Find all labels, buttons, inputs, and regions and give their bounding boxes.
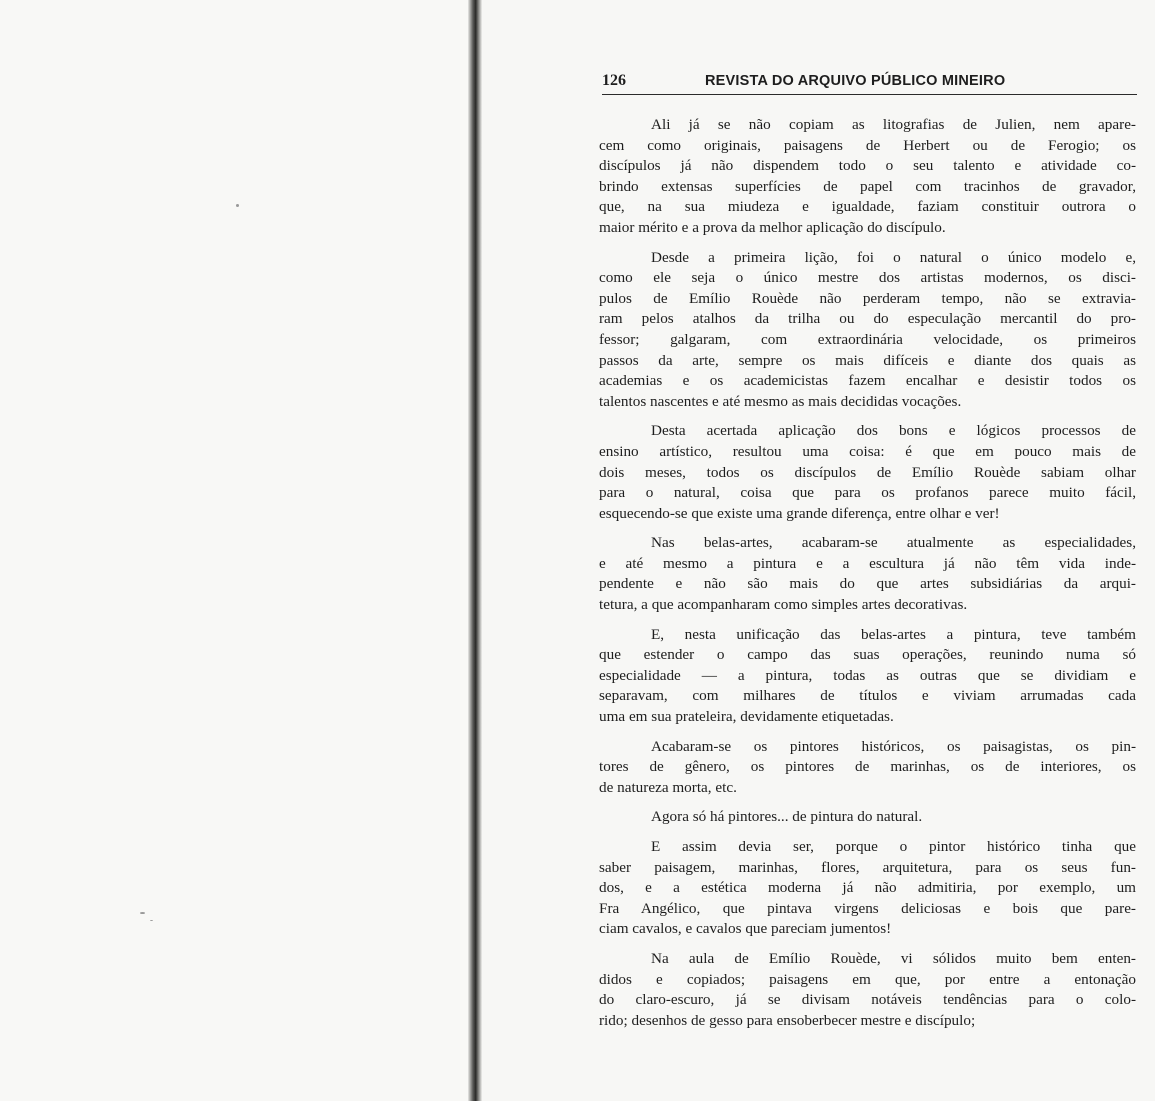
text-line: pendente e não são mais do que artes subsidiárias da arqui-	[599, 575, 1136, 593]
text-line: esquecendo-se que existe uma grande diferença, entre olhar e ver!	[599, 504, 1000, 522]
text-line: ram pelos atalhos da trilha ou do especulação mercantil do pro-	[599, 310, 1136, 328]
running-title: REVISTA DO ARQUIVO PÚBLICO MINEIRO	[705, 73, 1006, 89]
paragraph	[599, 533, 1136, 615]
text-line: pulos de Emílio Rouède não perderam tempo, não se extravia-	[599, 289, 1136, 307]
text-line: Na aula de Emílio Rouède, vi sólidos muito bem enten-	[651, 949, 1136, 967]
text-line: cem como originais, paisagens de Herbert ou de Ferogio; os	[599, 136, 1136, 154]
text-line: Nas belas-artes, acabaram-se atualmente as especialidades,	[651, 534, 1136, 552]
text-line: que estender o campo das suas operações, reunindo numa só	[599, 646, 1136, 664]
text-line: tetura, a que acompanharam como simples artes decorativas.	[599, 596, 968, 614]
text-line: e até mesmo a pintura e a escultura já não têm vida inde-	[599, 554, 1136, 572]
page-header	[602, 72, 1137, 95]
text-line: tores de gênero, os pintores de marinhas, os de interiores, os	[599, 758, 1136, 776]
text-line: rido; desenhos de gesso para ensoberbecer mestre e discípulo;	[599, 1011, 976, 1029]
text-line: Desde a primeira lição, foi o natural o único modelo e,	[651, 248, 1136, 266]
text-line: como ele seja o único mestre dos artistas modernos, os disci-	[599, 269, 1136, 287]
paragraph	[599, 625, 1136, 728]
text-line: separavam, com milhares de títulos e viviam arrumadas cada	[599, 687, 1136, 705]
paragraph	[599, 737, 1136, 799]
text-line: para o natural, coisa que para os profanos parece muito fácil,	[599, 484, 1136, 502]
text-line: talentos nascentes e até mesmo as mais decididas vocações.	[599, 392, 962, 410]
scan-speck	[150, 920, 153, 921]
paragraph	[599, 421, 1136, 524]
text-line: didos e copiados; paisagens em que, por entre a entonação	[599, 970, 1136, 988]
text-line: fessor; galgaram, com extraordinária velocidade, os primeiros	[599, 330, 1136, 348]
page-number: 126	[602, 72, 626, 89]
text-line: especialidade — a pintura, todas as outras que se dividiam e	[599, 666, 1136, 684]
text-line: saber paisagem, marinhas, flores, arquitetura, para os seus fun-	[599, 858, 1136, 876]
paragraph	[599, 807, 1136, 828]
book-gutter	[468, 0, 482, 1101]
paragraph	[599, 248, 1136, 413]
text-line: passos da arte, sempre os mais difíceis e diante dos quais as	[599, 351, 1136, 369]
scan-speck	[236, 204, 239, 207]
text-line: ensino artístico, resultou uma coisa: é que em pouco mais de	[599, 442, 1136, 460]
text-line: discípulos já não dispendem todo o seu talento e atividade co-	[599, 157, 1136, 175]
text-line: Fra Angélico, que pintava virgens deliciosas e bois que pare-	[599, 899, 1136, 917]
right-page	[482, 0, 1155, 1101]
paragraph	[599, 837, 1136, 940]
text-line: maior mérito e a prova da melhor aplicação do discípulo.	[599, 218, 946, 236]
text-line: do claro-escuro, já se divisam notáveis tendências para o colo-	[599, 991, 1136, 1009]
text-line: que, na sua miudeza e igualdade, faziam constituir outrora o	[599, 198, 1136, 216]
scan-speck	[140, 912, 145, 914]
text-line: brindo extensas superfícies de papel com tracinhos de gravador,	[599, 177, 1136, 195]
text-line: uma em sua prateleira, devidamente etiquetadas.	[599, 708, 894, 726]
text-line: dos, e a estética moderna já não admitiria, por exemplo, um	[599, 879, 1136, 897]
text-line: E, nesta unificação das belas-artes a pintura, teve também	[651, 625, 1136, 643]
paragraph	[599, 115, 1136, 239]
text-line: Ali já se não copiam as litografias de Julien, nem apare-	[651, 116, 1136, 133]
text-line: ciam cavalos, e cavalos que pareciam jumentos!	[599, 920, 892, 938]
text-line: Desta acertada aplicação dos bons e lógicos processos de	[651, 422, 1136, 440]
text-line: dois meses, todos os discípulos de Emílio Rouède sabiam olhar	[599, 463, 1136, 481]
body-text	[599, 115, 1136, 1040]
text-line: E assim devia ser, porque o pintor histórico tinha que	[651, 838, 1136, 855]
text-line: Agora só há pintores... de pintura do natural.	[651, 808, 923, 826]
text-line: academias e os academicistas fazem encalhar e desistir todos os	[599, 372, 1136, 390]
left-page-blank	[0, 0, 470, 1101]
text-line: de natureza morta, etc.	[599, 778, 737, 796]
text-line: Acabaram-se os pintores históricos, os paisagistas, os pin-	[651, 737, 1136, 755]
paragraph	[599, 949, 1136, 1031]
